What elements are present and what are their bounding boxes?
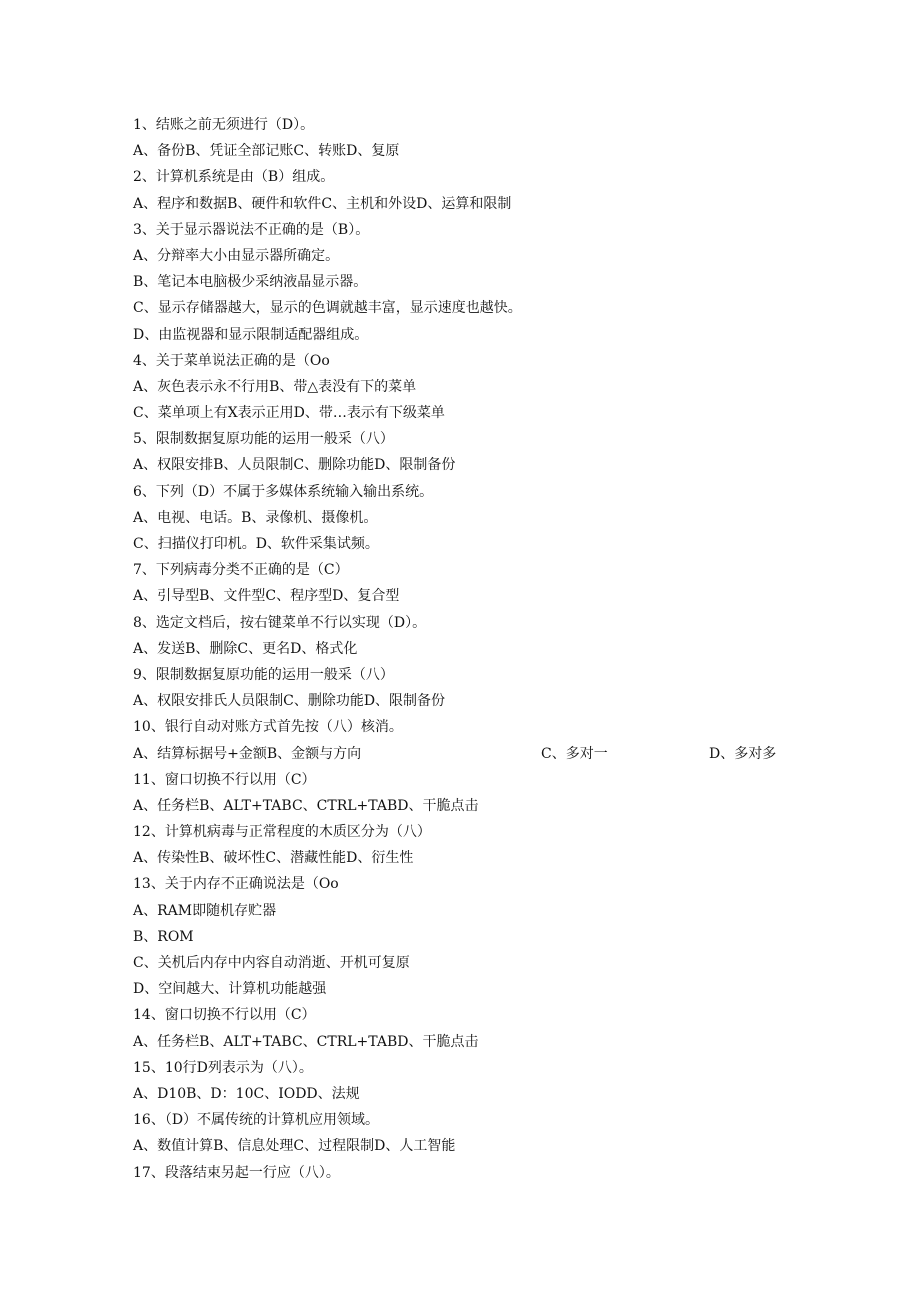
question-3: 3、关于显示器说法不正确的是（B）。 bbox=[133, 221, 370, 238]
question-1: 1、结账之前无须进行（D）。 bbox=[133, 117, 315, 133]
options-6ab: A、电视、电话。B、录像机、摄像机。 bbox=[133, 509, 378, 526]
document-page bbox=[133, 112, 853, 1186]
options-14: A、任务栏B、ALT+TABC、CTRL+TABD、干脆点击 bbox=[133, 1033, 479, 1050]
option-3d: D、由监视器和显示限制适配器组成。 bbox=[133, 326, 369, 343]
options-5: A、权限安排B、人员限制C、删除功能D、限制备份 bbox=[133, 457, 456, 474]
question-4: 4、关于菜单说法正确的是（Oo bbox=[133, 352, 330, 369]
option-13c: C、关机后内存中内容自动消逝、开机可复原 bbox=[133, 955, 410, 971]
option-3b: B、笔记本电脑极少采纳液晶显示器。 bbox=[133, 274, 368, 291]
options-11: A、任务栏B、ALT+TABC、CTRL+TABD、干脆点击 bbox=[133, 797, 479, 814]
option-10d: D、多对多 bbox=[709, 745, 777, 762]
options-1: A、备份B、凭证全部记账C、转账D、复原 bbox=[133, 143, 400, 160]
options-12: A、传染性B、破坏性C、潜藏性能D、衍生性 bbox=[133, 850, 414, 867]
question-10: 10、银行自动对账方式首先按（八）核消。 bbox=[133, 719, 403, 736]
question-15: 15、10行D列表示为（八）。 bbox=[133, 1059, 313, 1076]
options-4cd: C、菜单项上有X表示正用D、带…表示有下级菜单 bbox=[133, 405, 445, 422]
question-16: 16、（D）不属传统的计算机应用领域。 bbox=[133, 1112, 380, 1129]
options-4ab: A、灰色表示永不行用B、带△表没有下的菜单 bbox=[133, 378, 417, 395]
question-14: 14、窗口切换不行以用（C） bbox=[133, 1007, 316, 1024]
question-6: 6、下列（D）不属于多媒体系统输入输出系统。 bbox=[133, 483, 434, 500]
options-10 bbox=[133, 741, 853, 767]
options-2: A、程序和数据B、硬件和软件C、主机和外设D、运算和限制 bbox=[133, 195, 512, 212]
options-9: A、权限安排氏人员限制C、删除功能D、限制备份 bbox=[133, 693, 446, 710]
question-17: 17、段落结束另起一行应（八）。 bbox=[133, 1164, 340, 1181]
options-15: A、D10B、D：10C、IODD、法规 bbox=[133, 1085, 360, 1102]
options-8: A、发送B、删除C、更名D、格式化 bbox=[133, 640, 358, 657]
option-10ab: A、结算标据号+金额B、金额与方向 bbox=[133, 745, 362, 762]
option-3c: C、显示存储器越大，显示的色调就越丰富，显示速度也越快。 bbox=[133, 300, 522, 317]
question-11: 11、窗口切换不行以用（C） bbox=[133, 771, 316, 788]
option-13d: D、空间越大、计算机功能越强 bbox=[133, 981, 327, 998]
options-16: A、数值计算B、信息处理C、过程限制D、人工智能 bbox=[133, 1138, 456, 1155]
option-13b: B、ROM bbox=[133, 928, 194, 945]
option-3a: A、分辩率大小由显示器所确定。 bbox=[133, 247, 340, 264]
option-13a: A、RAM即随机存贮器 bbox=[133, 902, 277, 919]
question-2: 2、计算机系统是由（B）组成。 bbox=[133, 169, 335, 186]
option-10c: C、多对一 bbox=[541, 745, 608, 762]
question-5: 5、限制数据复原功能的运用一般采（八） bbox=[133, 431, 394, 448]
options-7: A、引导型B、文件型C、程序型D、复合型 bbox=[133, 588, 400, 605]
question-8: 8、选定文档后，按右键菜单不行以实现（D）。 bbox=[133, 614, 427, 631]
question-7: 7、下列病毒分类不正确的是（C） bbox=[133, 562, 349, 579]
question-13: 13、关于内存不正确说法是（Oo bbox=[133, 876, 339, 893]
question-12: 12、计算机病毒与正常程度的木质区分为（八） bbox=[133, 824, 431, 841]
question-9: 9、限制数据复原功能的运用一般采（八） bbox=[133, 666, 394, 683]
options-6cd: C、扫描仪打印机。D、软件采集试频。 bbox=[133, 536, 379, 552]
